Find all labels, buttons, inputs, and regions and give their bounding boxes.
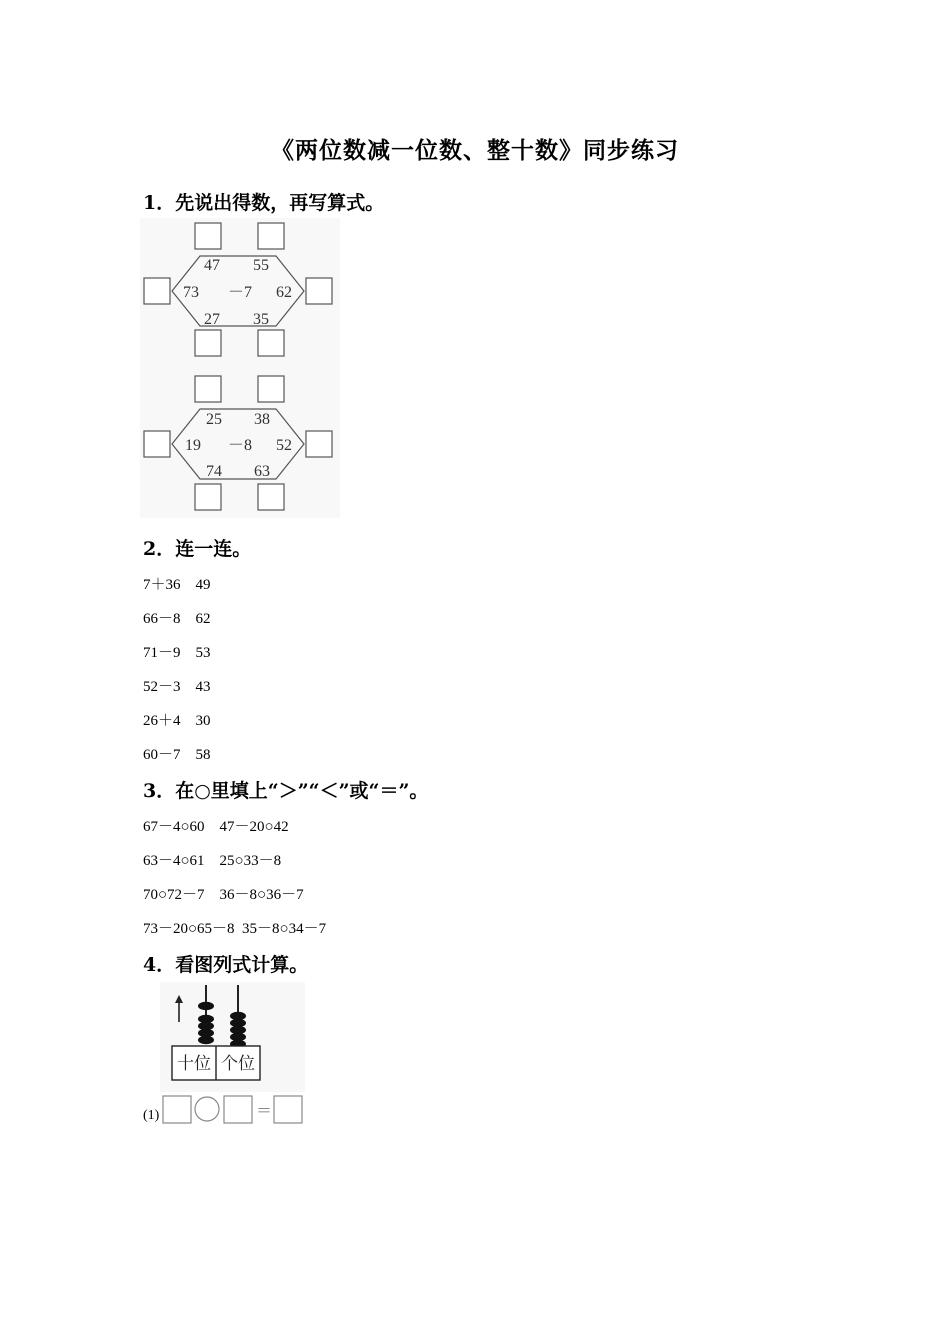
bead xyxy=(198,1002,214,1010)
hex2-top-left: 25 xyxy=(206,411,222,428)
answer-box[interactable] xyxy=(258,223,284,249)
answer-box[interactable] xyxy=(163,1096,191,1123)
hex2-bottom-left: 74 xyxy=(206,463,222,480)
hex2-left: 19 xyxy=(185,437,201,454)
compare-row: 63－4○61 25○33－8 xyxy=(143,853,282,869)
question-4-heading: 4．看图列式计算。 xyxy=(143,954,309,976)
page-title: 《两位数减一位数、整十数》同步练习 xyxy=(271,137,679,164)
match-row: 60－7 58 xyxy=(143,747,211,763)
answer-box[interactable] xyxy=(258,330,284,356)
answer-box[interactable] xyxy=(258,376,284,402)
answer-box[interactable] xyxy=(258,484,284,510)
answer-box[interactable] xyxy=(274,1096,302,1123)
match-row: 7＋36 49 xyxy=(143,577,211,593)
hex1-top-right: 55 xyxy=(253,257,269,274)
answer-box[interactable] xyxy=(195,330,221,356)
hex2-right: 52 xyxy=(276,437,292,454)
match-row: 66－8 62 xyxy=(143,611,211,627)
operator-circle[interactable] xyxy=(195,1097,219,1121)
ones-place-label: 个位 xyxy=(221,1054,255,1073)
answer-box[interactable] xyxy=(144,278,170,304)
question-3-heading: 3．在○里填上“＞”“＜”或“＝”。 xyxy=(143,780,429,802)
answer-box[interactable] xyxy=(224,1096,252,1123)
compare-row: 70○72－7 36－8○36－7 xyxy=(143,887,304,903)
answer-box[interactable] xyxy=(195,484,221,510)
question-1-heading: 1．先说出得数，再写算式。 xyxy=(143,192,385,214)
hex1-center: －7 xyxy=(227,284,253,301)
equation-boxes xyxy=(162,1094,307,1126)
hexagon-exercise xyxy=(140,218,340,518)
question-2-heading: 2．连一连。 xyxy=(143,538,252,560)
abacus-figure xyxy=(160,982,305,1092)
answer-box[interactable] xyxy=(306,278,332,304)
hex1-top-left: 47 xyxy=(204,257,220,274)
hex1-bottom-right: 35 xyxy=(253,311,269,328)
match-row: 71－9 53 xyxy=(143,645,211,661)
match-row: 52－3 43 xyxy=(143,679,211,695)
hex1-bottom-left: 27 xyxy=(204,311,220,328)
answer-box[interactable] xyxy=(195,376,221,402)
hex2-center: －8 xyxy=(227,437,253,454)
answer-box[interactable] xyxy=(144,431,170,457)
tens-place-label: 十位 xyxy=(177,1054,211,1073)
answer-box[interactable] xyxy=(306,431,332,457)
compare-row: 67－4○60 47－20○42 xyxy=(143,819,289,835)
hex1-left: 73 xyxy=(183,284,199,301)
hex2-bottom-right: 63 xyxy=(254,463,270,480)
compare-row: 73－20○65－8 35－8○34－7 xyxy=(143,921,327,937)
equation-label: (1) xyxy=(143,1108,160,1123)
equals-sign: ＝ xyxy=(255,1103,273,1120)
hex1-right: 62 xyxy=(276,284,292,301)
answer-box[interactable] xyxy=(195,223,221,249)
hex2-top-right: 38 xyxy=(254,411,270,428)
bead xyxy=(198,1036,214,1044)
match-row: 26＋4 30 xyxy=(143,713,211,729)
